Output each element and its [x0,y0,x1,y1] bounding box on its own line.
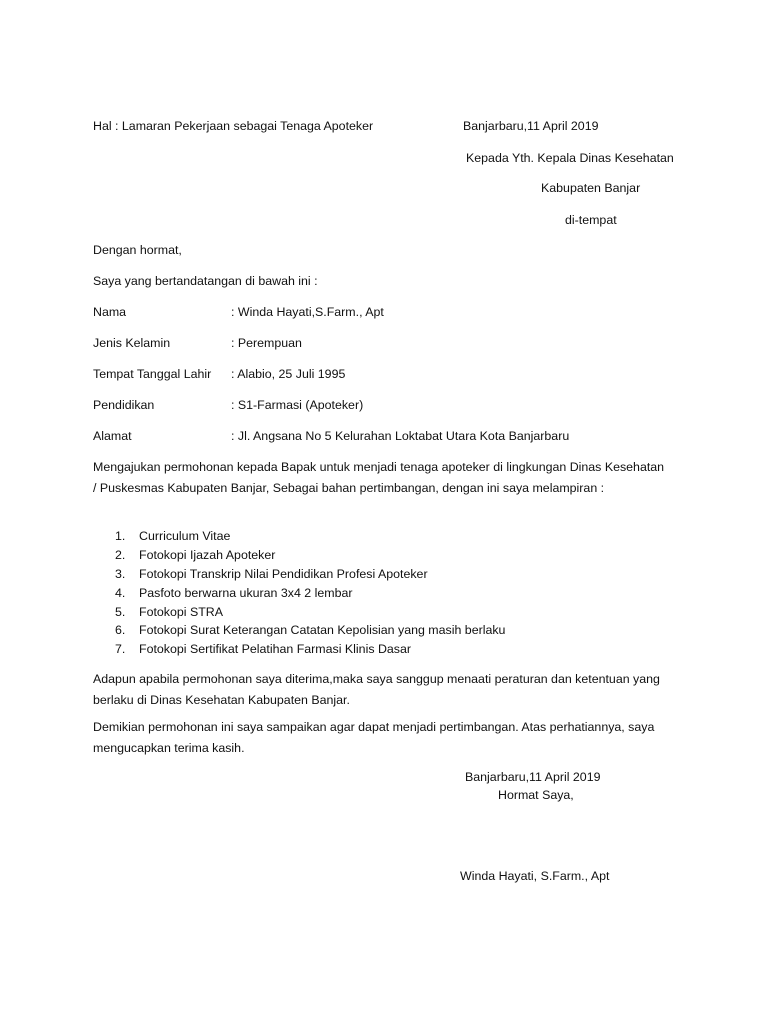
recipient-line-3: di-tempat [565,213,617,227]
list-text: Fotokopi Ijazah Apoteker [139,547,276,562]
list-text: Pasfoto berwarna ukuran 3x4 2 lembar [139,585,353,600]
field-label: Tempat Tanggal Lahir [93,367,212,381]
request-paragraph: Mengajukan permohonan kepada Bapak untuk menjadi tenaga apoteker di lingkungan Dinas Kesehatan / Puskesmas Kabupaten Banjar, Sebagai bahan pertimbangan, dengan ini saya melampiran : [93,460,665,495]
list-text: Fotokopi Surat Keterangan Catatan Kepolisian yang masih berlaku [139,623,506,638]
header-place-date: Banjarbaru,11 April 2019 [463,119,599,133]
signature-name: Winda Hayati, S.Farm., Apt [460,869,610,883]
recipient-line-1: Kepada Yth. Kepala Dinas Kesehatan [466,151,674,165]
closing-regards: Hormat Saya, [498,788,574,802]
list-number: 5. [115,604,126,619]
list-number: 3. [115,566,126,581]
commitment-paragraph: Adapun apabila permohonan saya diterima,maka saya sanggup menaati peraturan dan ketentuan yang berlaku di Dinas Kesehatan Kabupaten Banjar. [93,672,660,707]
field-value: : Perempuan [231,336,302,350]
list-text: Fotokopi Sertifikat Pelatihan Farmasi Klinis Dasar [139,642,412,657]
list-number: 2. [115,547,126,562]
list-number: 6. [115,623,126,638]
field-value: : Alabio, 25 Juli 1995 [231,367,346,381]
list-text: Curriculum Vitae [139,529,231,543]
field-value: : Winda Hayati,S.Farm., Apt [231,305,384,319]
field-label: Alamat [93,429,132,443]
closing-paragraph: Demikian permohonan ini saya sampaikan agar dapat menjadi pertimbangan. Atas perhatiannya, saya mengucapkan terima kasih. [93,720,655,755]
field-label: Nama [93,305,127,319]
list-text: Fotokopi Transkrip Nilai Pendidikan Profesi Apoteker [139,566,428,581]
closing-place-date: Banjarbaru,11 April 2019 [465,770,601,784]
field-label: Jenis Kelamin [93,336,171,350]
list-number: 4. [115,585,126,600]
list-text: Fotokopi STRA [139,604,224,619]
list-number: 1. [115,529,126,543]
list-number: 7. [115,642,126,657]
subject-line: Hal : Lamaran Pekerjaan sebagai Tenaga Apoteker [93,119,374,133]
field-value: : Jl. Angsana No 5 Kelurahan Loktabat Utara Kota Banjarbaru [231,429,570,443]
recipient-line-2: Kabupaten Banjar [541,181,641,195]
field-value: : S1-Farmasi (Apoteker) [231,398,364,412]
intro-text: Saya yang bertandatangan di bawah ini : [93,274,318,288]
greeting: Dengan hormat, [93,243,182,257]
field-label: Pendidikan [93,398,155,412]
